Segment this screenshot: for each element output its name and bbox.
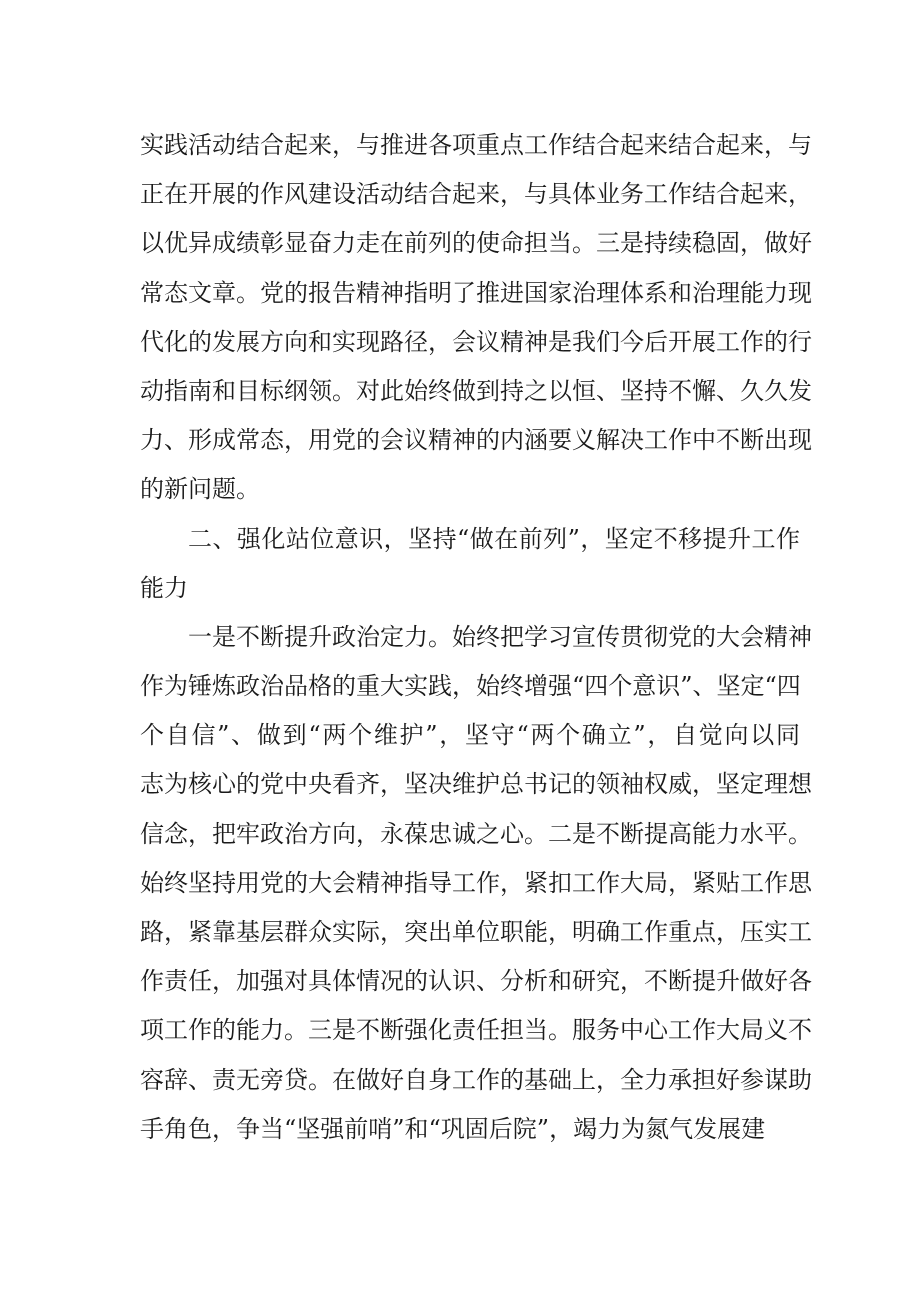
text-line: 始终坚持用党的大会精神指导工作，紧扣工作大局，紧贴工作思: [140, 868, 812, 897]
text-line: 个自信”、做到“两个维护”，坚守“两个确立”，自觉向以同: [140, 721, 800, 750]
text-line: 手角色，争当“坚强前哨”和“巩固后院”，竭力为氮气发展建: [140, 1114, 766, 1143]
text-line: 路，紧靠基层群众实际，突出单位职能，明确工作重点，压实工: [140, 918, 812, 946]
text-line: 项工作的能力。三是不断强化责任担当。服务中心工作大局义不: [140, 1016, 812, 1045]
text-line: 代化的发展方向和实现路径，会议精神是我们今后开展工作的行: [140, 327, 812, 356]
paragraph-p3: [140, 613, 812, 1154]
text-line: 信念，把牢政治方向，永葆忠诚之心。二是不断提高能力水平。: [140, 819, 812, 848]
text-line: 动指南和目标纲领。对此始终做到持之以恒、坚持不懈、久久发: [140, 376, 812, 405]
text-line: 正在开展的作风建设活动结合起来，与具体业务工作结合起来，: [140, 180, 812, 209]
text-line: 作责任，加强对具体情况的认识、分析和研究，不断提升做好各: [140, 967, 812, 996]
text-line: 力、形成常态，用党的会议精神的内涵要义解决工作中不断出现: [140, 426, 812, 455]
text-line: 能力: [140, 573, 188, 602]
text-line: 作为锤炼政治品格的重大实践，始终增强“四个意识”、坚定“四: [140, 672, 801, 701]
text-line: 以优异成绩彰显奋力走在前列的使命担当。三是持续稳固，做好: [140, 229, 812, 258]
paragraph-p2: [140, 515, 800, 613]
text-line: 志为核心的党中央看齐，坚决维护总书记的领袖权威，坚定理想: [140, 770, 812, 799]
text-line: 的新问题。: [140, 475, 260, 504]
paragraph-p1: [140, 121, 812, 515]
text-line: 常态文章。党的报告精神指明了推进国家治理体系和治理能力现: [140, 278, 812, 307]
text-line: 二、强化站位意识，坚持“做在前列”，坚定不移提升工作: [188, 524, 800, 553]
text-line: 一是不断提升政治定力。始终把学习宣传贯彻党的大会精神: [188, 622, 812, 651]
text-line: 实践活动结合起来，与推进各项重点工作结合起来结合起来，与: [140, 131, 812, 159]
document-body: [140, 121, 812, 1154]
text-line: 容辞、责无旁贷。在做好自身工作的基础上，全力承担好参谋助: [140, 1065, 812, 1094]
